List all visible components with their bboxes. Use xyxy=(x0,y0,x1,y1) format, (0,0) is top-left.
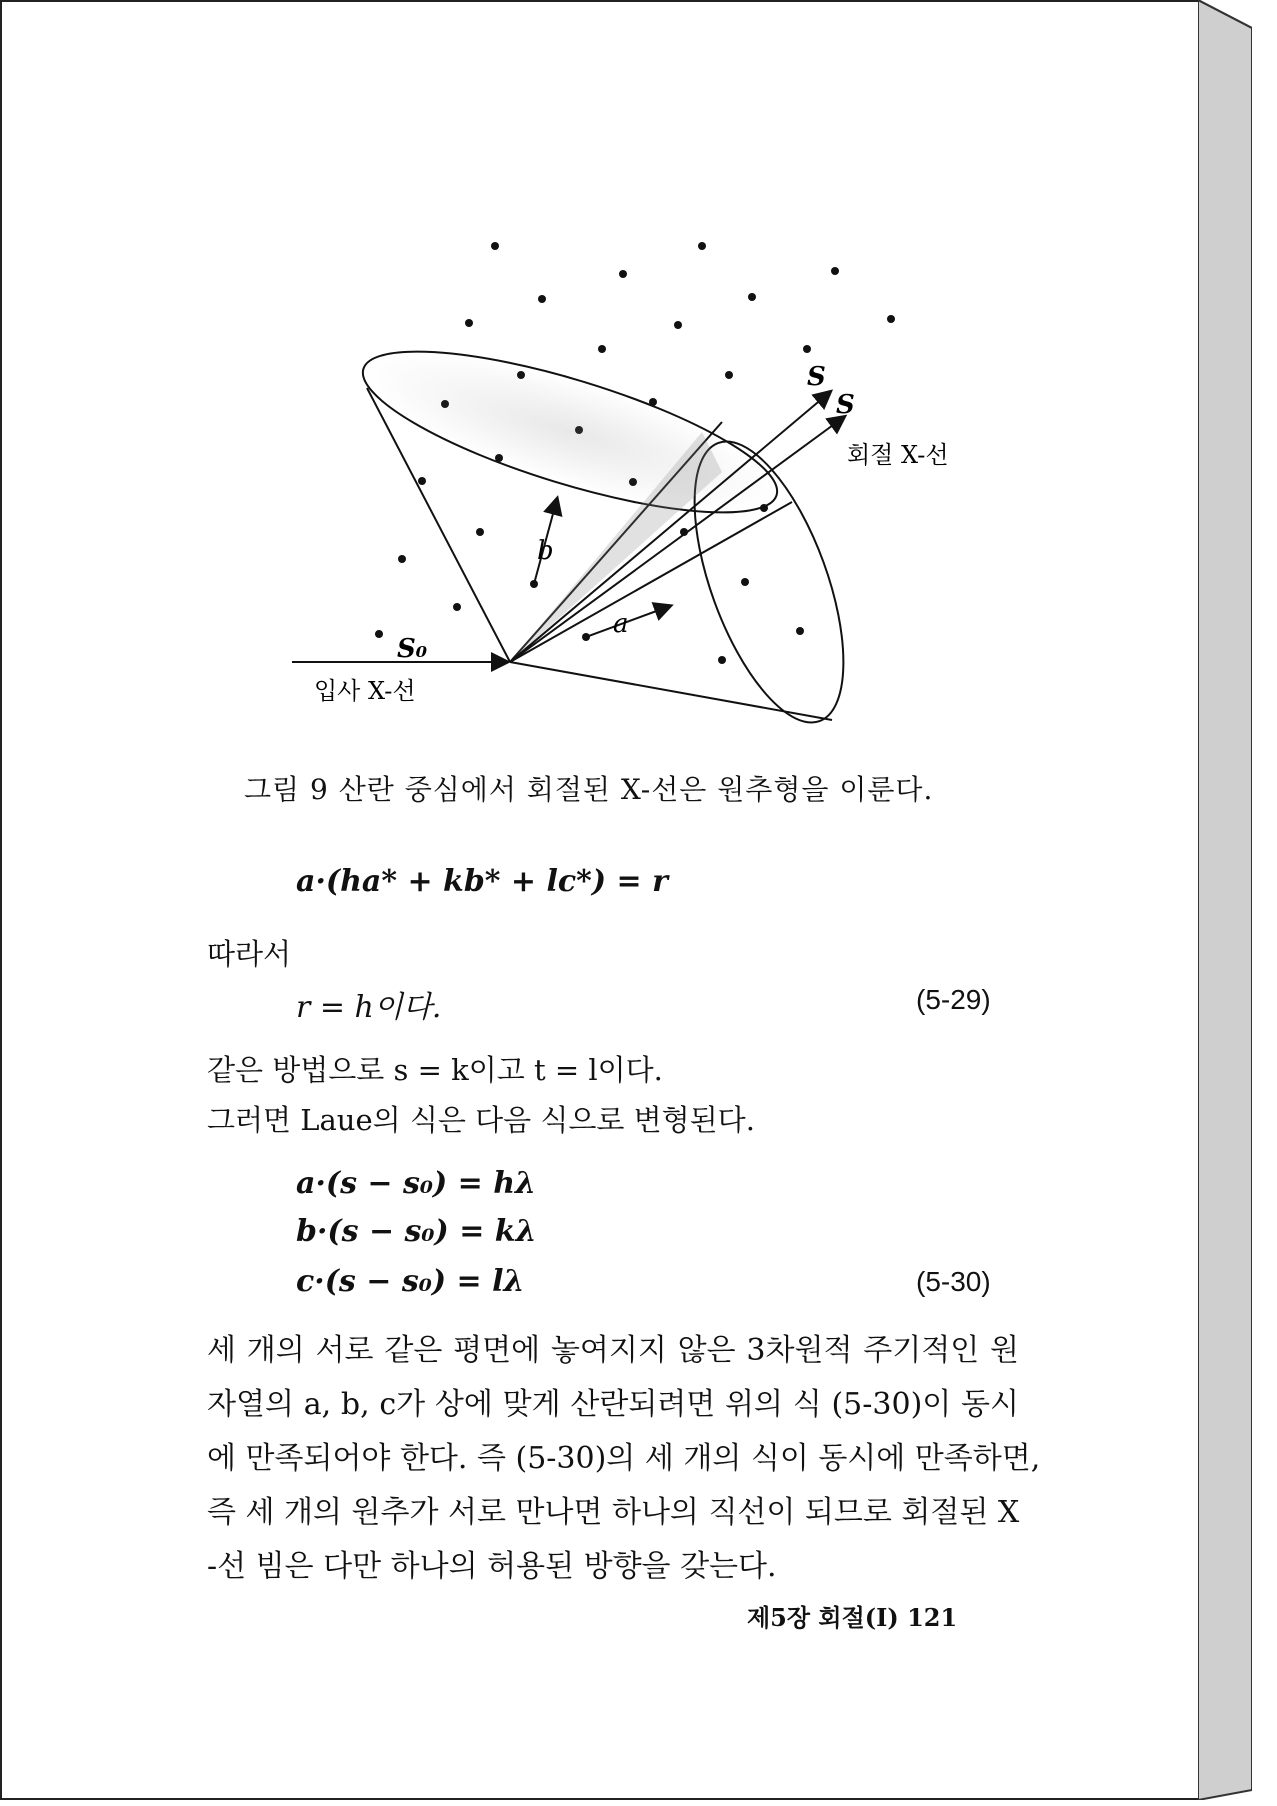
body-paragraph xyxy=(207,1324,1041,1594)
diffraction-cone-figure xyxy=(2,2,1200,762)
equation-3b: b·(s − s₀) = kλ xyxy=(296,1214,537,1249)
equation-number-5-29: (5-29) xyxy=(916,984,991,1015)
equation-1: a·(ha* + kb* + lc*) = r xyxy=(296,864,668,899)
label-diffracted-xray: 회절 X-선 xyxy=(847,441,949,469)
equation-number-5-30: (5-30) xyxy=(916,1266,991,1297)
paragraph-line: 즉 세 개의 원추가 서로 만나면 하나의 직선이 되므로 회절된 X xyxy=(207,1495,1020,1530)
figure-caption: 그림 9 산란 중심에서 회절된 X-선은 원추형을 이룬다. xyxy=(244,773,934,806)
label-s0: S₀ xyxy=(397,634,428,664)
text-laue: 그러면 Laue의 식은 다음 식으로 변형된다. xyxy=(207,1103,755,1137)
label-a: a xyxy=(613,609,629,639)
paragraph-line: 자열의 a, b, c가 상에 맞게 산란되려면 위의 식 (5-30)이 동시 xyxy=(207,1387,1019,1422)
label-s-upper: S xyxy=(807,362,826,392)
equation-3c: c·(s − s₀) = lλ xyxy=(296,1264,525,1299)
label-s-lower: S xyxy=(836,390,855,420)
paragraph-line: 세 개의 서로 같은 평면에 놓여지지 않은 3차원적 주기적인 원 xyxy=(207,1333,1019,1368)
text-therefore: 따라서 xyxy=(207,937,292,971)
label-b: b xyxy=(537,536,554,566)
equation-2: r = h이다. xyxy=(296,990,442,1025)
equation-3a: a·(s − s₀) = hλ xyxy=(296,1166,537,1201)
text-same-method: 같은 방법으로 s = k이고 t = l이다. xyxy=(207,1053,663,1087)
paragraph-line: 에 만족되어야 한다. 즉 (5-30)의 세 개의 식이 동시에 만족하면, xyxy=(207,1441,1041,1476)
book-page-edge xyxy=(1198,0,1252,1800)
page-footer: 제5장 회절(I) 121 xyxy=(747,1603,958,1632)
label-incident-xray: 입사 X-선 xyxy=(314,677,416,705)
paragraph-line: -선 빔은 다만 하나의 허용된 방향을 갖는다. xyxy=(207,1549,777,1584)
